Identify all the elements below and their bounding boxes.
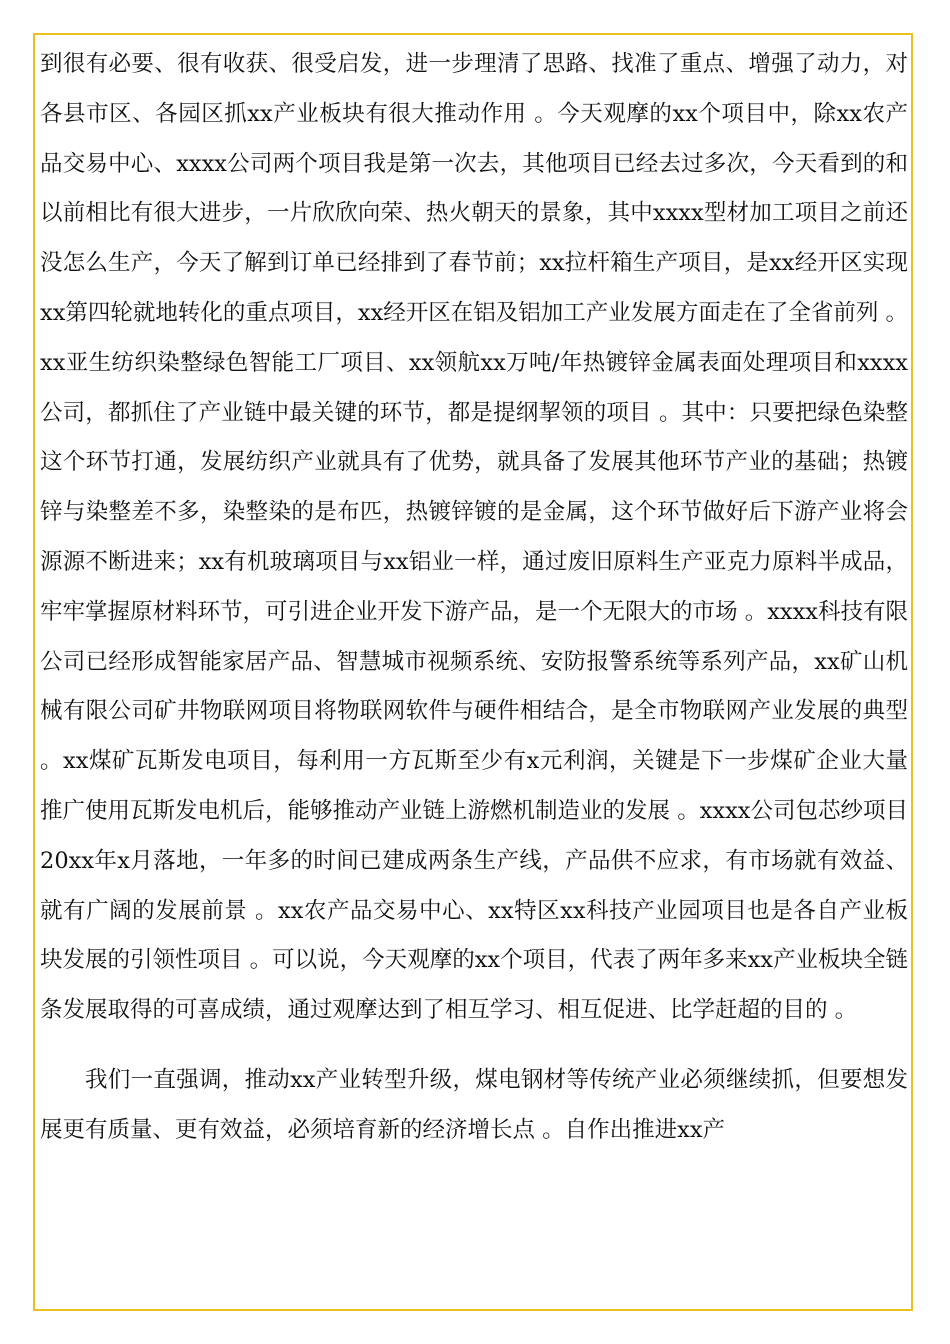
paragraph-1: 到很有必要、很有收获、很受启发，进一步理清了思路、找准了重点、增强了动力，对各县市区、各园区抓xx产业板块有很大推动作用 。今天观摩的xx个项目中，除xx农产品交易中心、xxxx公司两个项目我是第一次去，其他项目已经去过多次，今天看到的和以前相比有很大进步，一片欣欣向荣、热火朝天的景象，其中xxxx型材加工项目之前还没怎么生产，今天了解到订单已经排到了春节前；xx拉杆箱生产项目，是xx经开区实现xx第四轮就地转化的重点项目，xx经开区在铝及铝加工产业发展方面走在了全省前列 。xx亚生纺织染整绿色智能工厂项目、xx领航xx万吨/年热镀锌金属表面处理项目和xxxx公司，都抓住了产业链中最关键的环节，都是提纲挈领的项目 。其中：只要把绿色染整这个环节打通，发展纺织产业就具有了优势，就具备了发展其他环节产业的基础；热镀锌与染整差不多，染整染的是布匹，热镀锌镀的是金属，这个环节做好后下游产业将会源源不断进来；xx有机玻璃项目与xx铝业一样，通过废旧原料生产亚克力原料半成品，牢牢掌握原材料环节，可引进企业开发下游产品，是一个无限大的市场 。xxxx科技有限公司已经形成智能家居产品、智慧城市视频系统、安防报警系统等系列产品，xx矿山机械有限公司矿井物联网项目将物联网软件与硬件相结合，是全市物联网产业发展的典型 。xx煤矿瓦斯发电项目，每利用一方瓦斯至少有x元利润，关键是下一步煤矿企业大量推广使用瓦斯发电机后，能够推动产业链上游燃机制造业的发展 。xxxx公司包芯纱项目20xx年x月落地，一年多的时间已建成两条生产线，产品供不应求，有市场就有效益、就有广阔的发展前景 。xx农产品交易中心、xx特区xx科技产业园项目也是各自产业板块发展的引领性项目 。可以说，今天观摩的xx个项目，代表了两年多来xx产业板块全链条发展取得的可喜成绩，通过观摩达到了相互学习、相互促进、比学赶超的目的 。: [40, 51, 908, 1024]
paragraph-2: 我们一直强调，推动xx产业转型升级，煤电钢材等传统产业必须继续抓，但要想发展更有质量、更有效益，必须培育新的经济增长点 。自作出推进xx产: [40, 1066, 908, 1143]
document-body: [40, 40, 908, 1156]
